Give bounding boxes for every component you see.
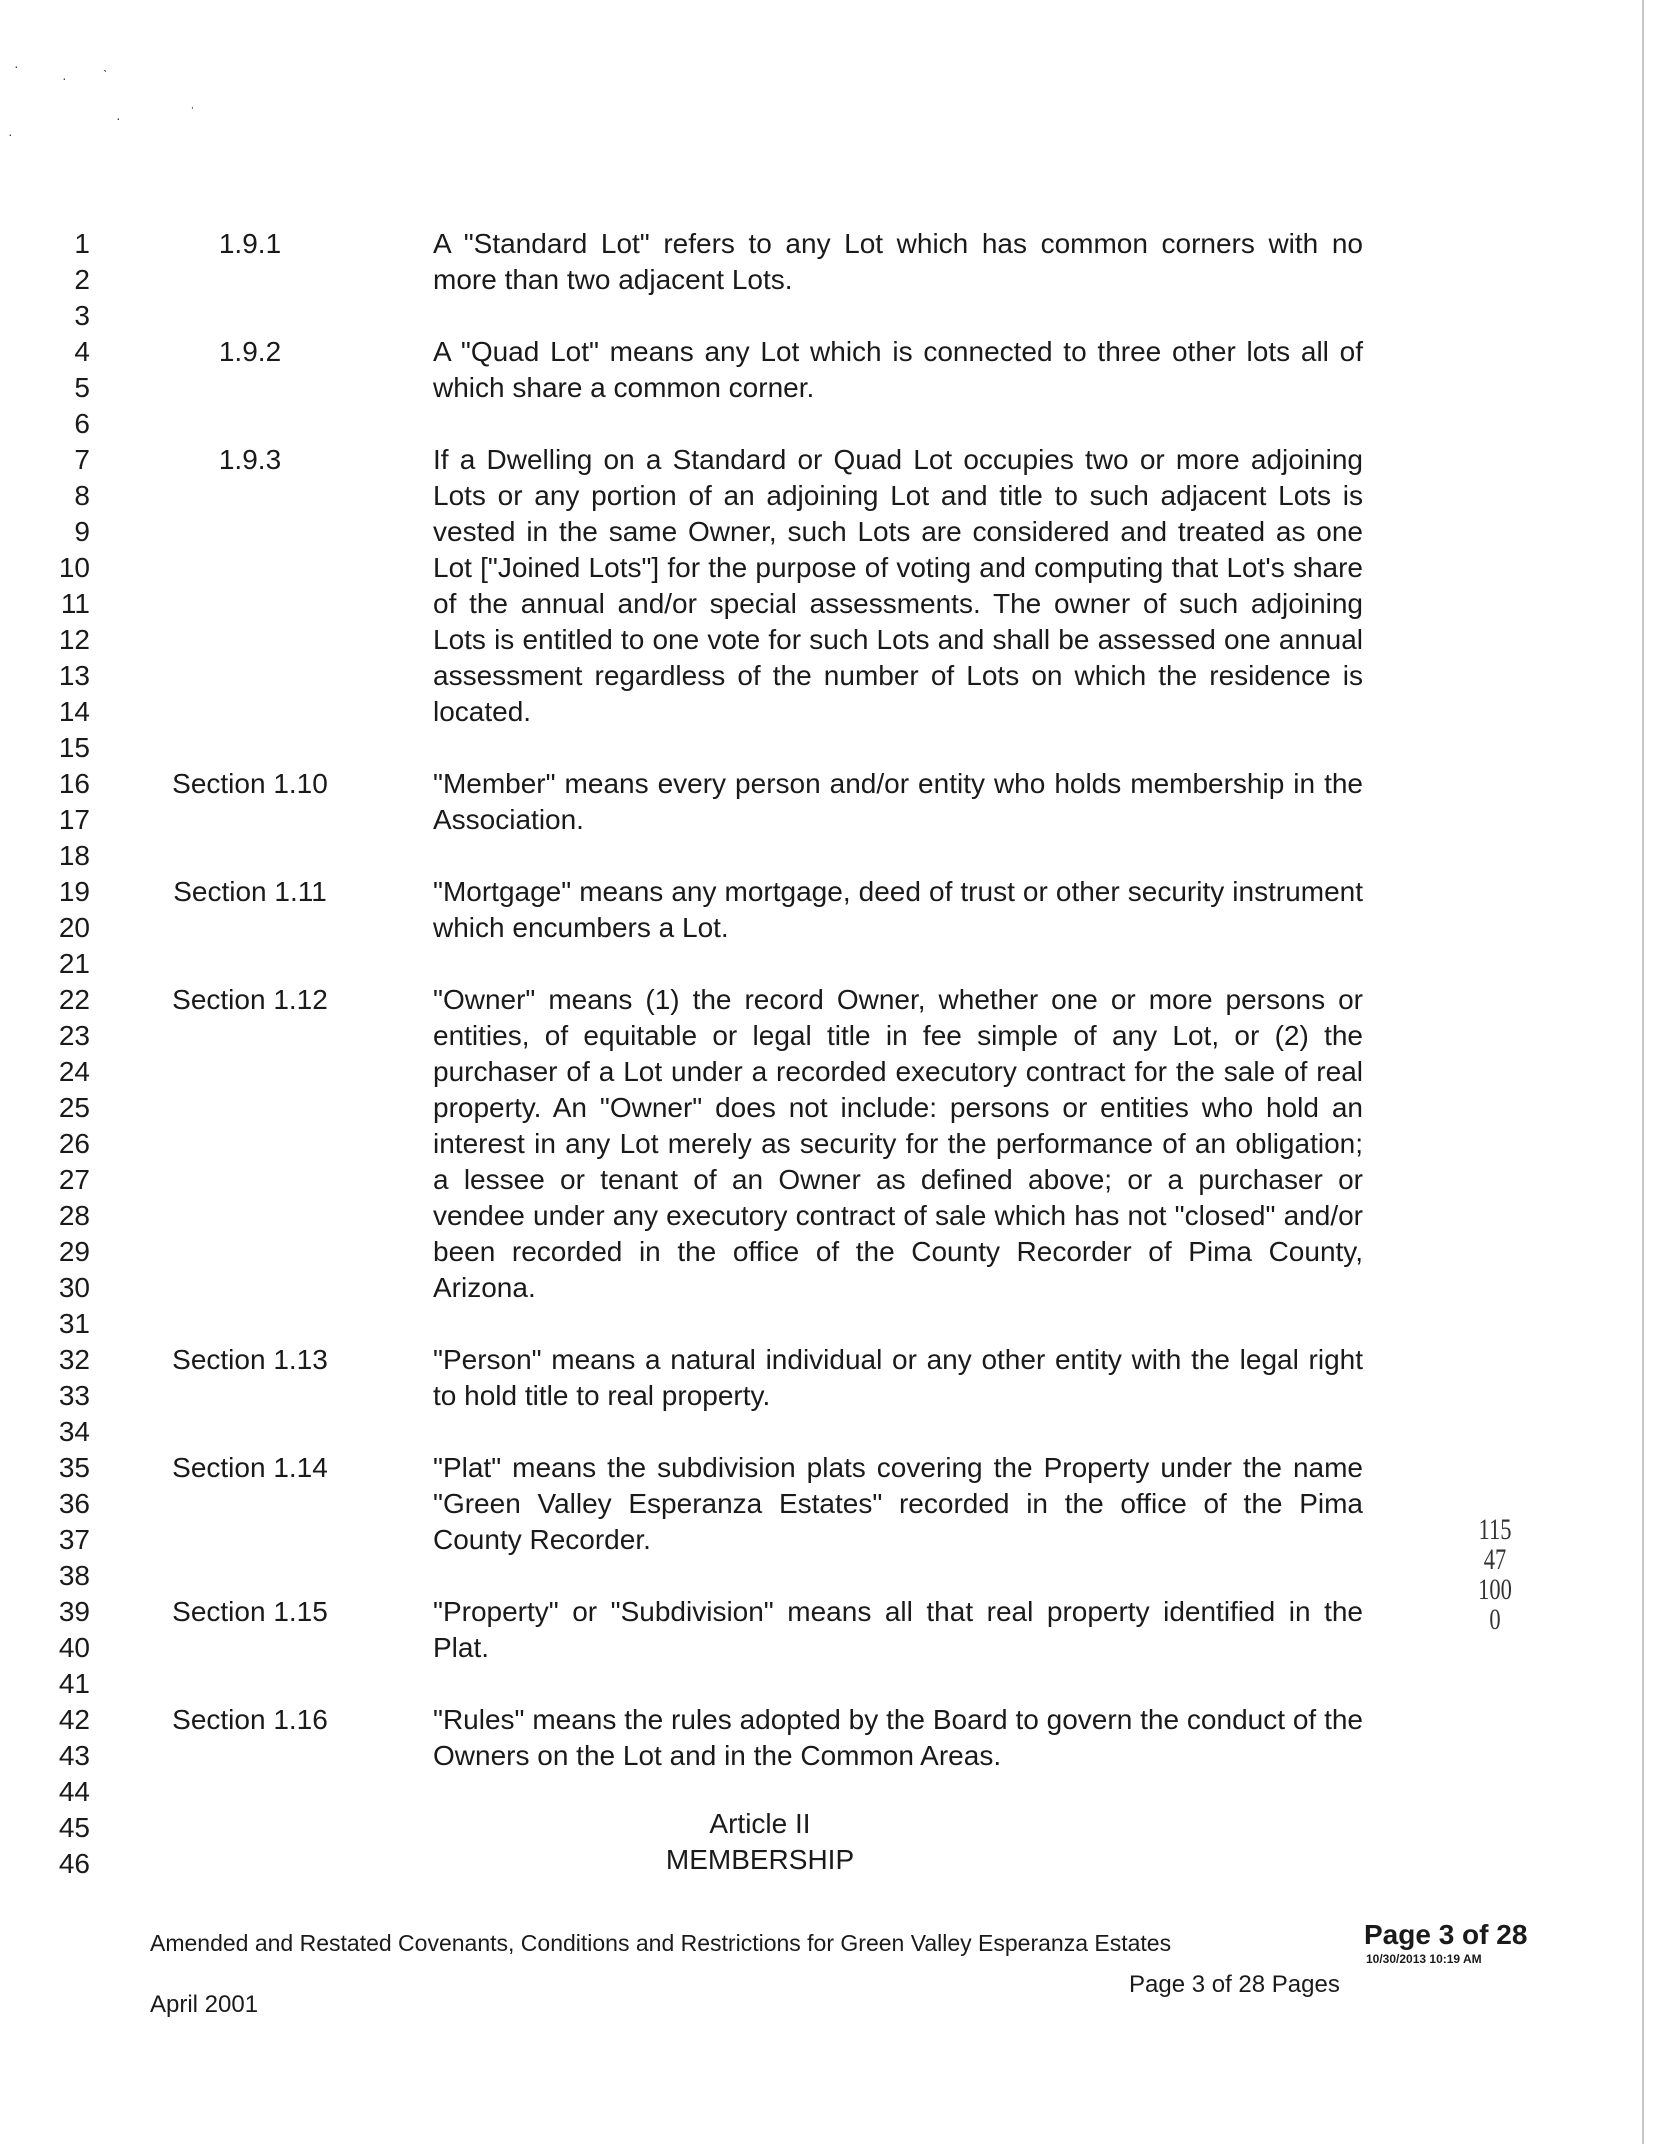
section-text: "Rules" means the rules adopted by the Board to govern the conduct of the Owners on the Lot and in the Common Areas. (433, 1704, 1363, 1771)
line-number: 10 (58, 552, 90, 583)
line-number: 1 (74, 228, 90, 259)
section-number: Section 1.11 (173, 876, 327, 907)
line-number: 32 (58, 1344, 90, 1375)
line-number: 21 (58, 948, 90, 979)
line-number: 3 (74, 300, 90, 331)
section-text: "Mortgage" means any mortgage, deed of trust or other security instrument which encumbers a Lot. (433, 876, 1363, 943)
line-number: 26 (58, 1128, 90, 1159)
line-number: 2 (74, 264, 90, 295)
line-number: 33 (58, 1380, 90, 1411)
line-number: 28 (58, 1200, 90, 1231)
section-number: Section 1.12 (172, 984, 328, 1015)
line-number: 39 (58, 1596, 90, 1627)
section-text: "Person" means a natural individual or any other entity with the legal right to hold title to real property. (433, 1344, 1363, 1411)
section-text: "Owner" means (1) the record Owner, whether one or more persons or entities, of equitable or legal title in fee simple of any Lot, or (2) the purchaser of a Lot under a recorded executory contract for the sale of real property. An "Owner" does not include: persons or entities who hold an interest in any Lot merely as security for the performance of an obligation; a lessee or tenant of an Owner as defined above; or a purchaser or vendee under any executory contract of sale which has not "closed" and/or been recorded in the office of the County Recorder of Pima County, Arizona. (433, 984, 1363, 1303)
section-text: "Member" means every person and/or entity who holds membership in the Association. (433, 768, 1363, 835)
line-number: 20 (58, 912, 90, 943)
line-number: 35 (58, 1452, 90, 1483)
line-number: 23 (58, 1020, 90, 1051)
line-number: 42 (58, 1704, 90, 1735)
footer-document-title: Amended and Restated Covenants, Conditions and Restrictions for Green Valley Esperanza Estates (150, 1930, 1172, 1956)
line-number: 18 (58, 840, 90, 871)
section-number: Section 1.10 (172, 768, 328, 799)
article-title: MEMBERSHIP (665, 1844, 855, 1875)
line-number: 14 (58, 696, 90, 727)
footer-date: April 2001 (150, 1991, 259, 2018)
line-number: 11 (60, 588, 90, 619)
line-number: 34 (58, 1416, 90, 1447)
line-number: 38 (58, 1560, 90, 1591)
line-number: 45 (58, 1812, 90, 1843)
footer-pages-label: Page 3 of 28 Pages (1129, 1971, 1340, 1998)
line-number: 37 (58, 1524, 90, 1555)
section-number: Section 1.16 (172, 1704, 328, 1735)
section-number: 1.9.2 (218, 336, 282, 367)
line-number: 25 (58, 1092, 90, 1123)
line-number: 22 (58, 984, 90, 1015)
line-number: 27 (58, 1164, 90, 1195)
section-text: A "Standard Lot" refers to any Lot which has common corners with no more than two adjacent Lots. (433, 228, 1363, 295)
line-number: 6 (74, 408, 90, 439)
section-number: Section 1.14 (172, 1452, 328, 1483)
line-numbers (30, 226, 90, 1882)
line-number: 24 (58, 1056, 90, 1087)
article-heading (600, 1806, 920, 1878)
line-number: 13 (58, 660, 90, 691)
section-text: If a Dwelling on a Standard or Quad Lot occupies two or more adjoining Lots or any portion of an adjoining Lot and title to such adjacent Lots is vested in the same Owner, such Lots are considered and treated as one Lot ["Joined Lots"] for the purpose of voting and computing that Lot's share of the annual and/or special assessments. The owner of such adjoining Lots is entitled to one vote for such Lots and shall be assessed one annual assessment regardless of the number of Lots on which the residence is located. (433, 444, 1363, 727)
section-text: "Property" or "Subdivision" means all that real property identified in the Plat. (433, 1596, 1363, 1663)
line-number: 36 (58, 1488, 90, 1519)
line-number: 44 (58, 1776, 90, 1807)
line-number: 29 (58, 1236, 90, 1267)
line-number: 15 (58, 732, 90, 763)
line-number: 31 (58, 1308, 90, 1339)
section-number: Section 1.15 (172, 1596, 328, 1627)
line-number: 43 (58, 1740, 90, 1771)
line-number: 30 (58, 1272, 90, 1303)
section-text: "Plat" means the subdivision plats covering the Property under the name "Green Valley Esperanza Estates" recorded in the office of the Pima County Recorder. (433, 1452, 1363, 1555)
recording-stamp: 11547 1000 (1478, 1513, 1512, 1636)
page-edge (1642, 0, 1644, 2144)
article-number: Article II (709, 1808, 811, 1839)
line-number: 19 (58, 876, 90, 907)
line-number: 16 (58, 768, 90, 799)
line-number: 12 (58, 624, 90, 655)
section-text: A "Quad Lot" means any Lot which is connected to three other lots all of which share a common corner. (433, 336, 1363, 403)
section-number: 1.9.1 (218, 228, 282, 259)
section-number: Section 1.13 (172, 1344, 328, 1375)
line-number: 46 (58, 1848, 90, 1879)
footer-page-label: Page 3 of 28 (1364, 1919, 1528, 1950)
line-number: 5 (74, 372, 90, 403)
line-number: 40 (58, 1632, 90, 1663)
line-number: 17 (58, 804, 90, 835)
line-number: 9 (74, 516, 90, 547)
line-number: 7 (74, 444, 90, 475)
line-number: 8 (74, 480, 90, 511)
line-number: 4 (74, 336, 90, 367)
section-number: 1.9.3 (218, 444, 282, 475)
line-number: 41 (58, 1668, 90, 1699)
footer-recorded-stamp: 10/30/2013 10:19 AM (1366, 1952, 1482, 1966)
